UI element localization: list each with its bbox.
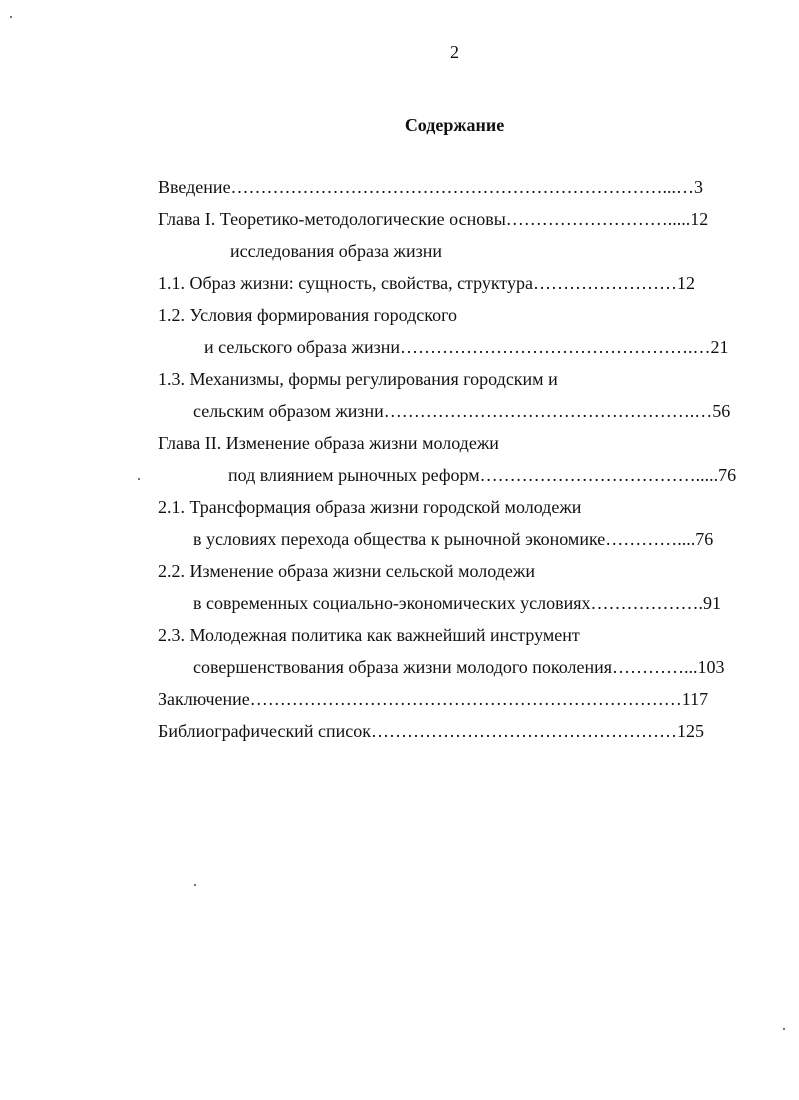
toc-section-2-3-line2: совершенствования образа жизни молодого поколения…………...103 [193,657,725,677]
toc-chapter2-line2: под влиянием рыночных реформ……………………………….....76 [228,465,737,485]
toc-section-1-1: 1.1. Образ жизни: сущность, свойства, структура……………………12 [158,273,696,293]
toc-chapter1-line1: Глава I. Теоретико-методологические основы……………………….....12 [158,209,709,229]
toc-chapter1-line2: исследования образа жизни [230,241,442,261]
toc-conclusion: Заключение………………………………………………………………117 [158,689,709,709]
scan-speck [783,1028,785,1030]
toc-section-2-2-line1: 2.2. Изменение образа жизни сельской молодежи [158,561,535,581]
toc-section-1-3-line2: сельским образом жизни…………………………………………….…56 [193,401,731,421]
toc-intro: Введение………………………………………………………………...…3 [158,177,704,197]
toc-section-1-3-line1: 1.3. Механизмы, формы регулирования городским и [158,369,558,389]
toc-section-2-1-line2: в условиях перехода общества к рыночной экономике…………....76 [193,529,714,549]
toc-section-2-1-line1: 2.1. Трансформация образа жизни городской молодежи [158,497,582,517]
toc-chapter2-line1: Глава II. Изменение образа жизни молодежи [158,433,499,453]
scan-speck [138,478,140,480]
scan-speck [194,884,196,886]
page-number: 2 [450,42,459,62]
toc-section-1-2-line2: и сельского образа жизни………………………………………….…21 [204,337,729,357]
toc-section-1-2-line1: 1.2. Условия формирования городского [158,305,458,325]
toc-bibliography: Библиографический список……………………………………………125 [158,721,704,741]
toc-section-2-2-line2: в современных социально-экономических условиях……………….91 [193,593,722,613]
toc-section-2-3-line1: 2.3. Молодежная политика как важнейший инструмент [158,625,580,645]
toc-title: Содержание [404,115,505,135]
scan-speck [10,16,12,18]
